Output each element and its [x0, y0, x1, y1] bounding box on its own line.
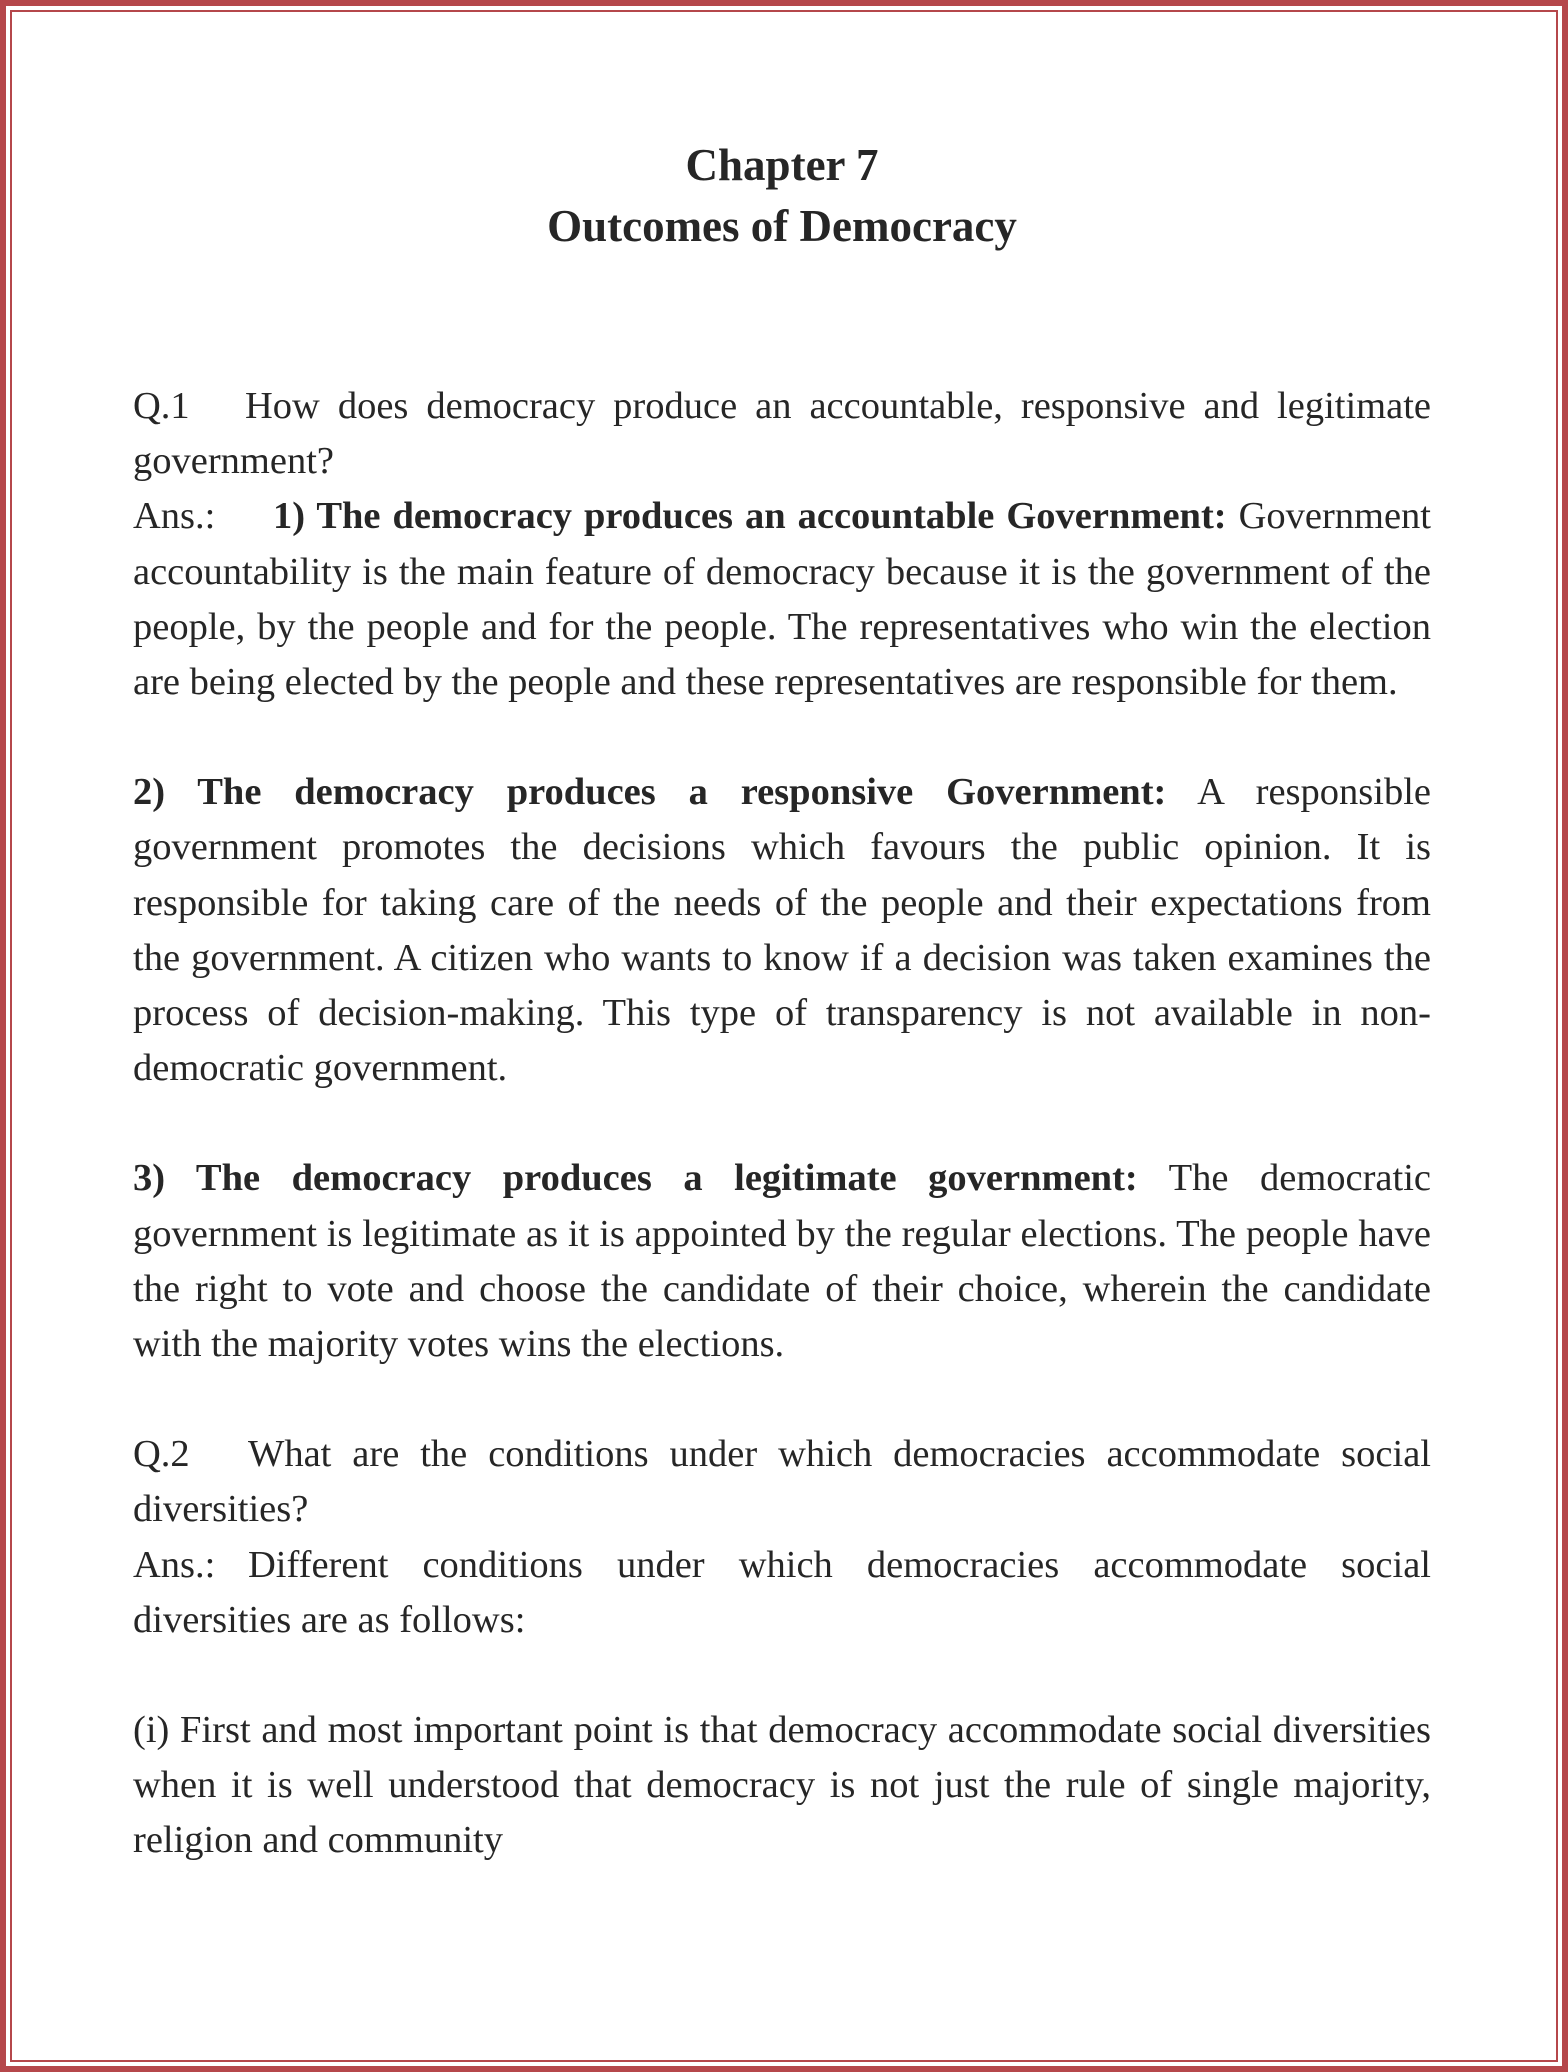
question-2-number: Q.2 [133, 1433, 190, 1476]
answer-1-point-1-body: Government accountability is the main feature of democracy because it is the government of the people, by the people and for the people. The representatives who win the election are being elected by the people and these representatives are responsible for them. [133, 495, 1432, 704]
answer-1-point-3-heading: 3) The democracy produces a legitimate government: [133, 1157, 1138, 1200]
question-2-text: What are the conditions under which democracies accommodate social diversities? [133, 1433, 1431, 1531]
answer-2-point-1: (i) First and most important point is that democracy accommodate social diversities when it is well understood that democracy is not just the rule of single majority, religion and community [133, 1709, 1431, 1862]
question-1-number: Q.1 [133, 385, 190, 427]
answer-1-point-2-heading: 2) The democracy produces a responsive Government: [133, 771, 1167, 814]
answer-1-point-3-body: The democratic government is legitimate as it is appointed by the regular elections. The people have the right to vote and choose the candidate of their choice, wherein the candidate with the majority votes wins the elections. [133, 1157, 1431, 1366]
answer-1-point-2-body: A responsible government promotes the decisions which favours the public opinion. It is responsible for taking care of the needs of the people and their expectations from the government. A citizen who wants to know if a decision was taken examines the process of decision-making. This type of transparency is not available in non-democratic government. [133, 771, 1431, 1090]
answer-2-intro [133, 1538, 1431, 1648]
answer-1-point-2 [133, 765, 1431, 1096]
question-1-text: How does democracy produce an accountable, responsive and legitimate government? [133, 385, 1431, 483]
spacer [133, 1372, 1431, 1427]
chapter-title: Outcomes of Democracy [547, 201, 1017, 251]
answer-2-intro-text: Different conditions under which democracies accommodate social diversities are as follows: [133, 1543, 1431, 1641]
spacer [133, 710, 1431, 765]
answer-1-point-1-heading: 1) The democracy produces an accountable Government: [273, 495, 1227, 538]
answer-1-label: Ans.: [133, 495, 216, 538]
answer-2-label: Ans.: [133, 1543, 216, 1586]
spacer [133, 1096, 1431, 1151]
question-1 [133, 379, 1431, 489]
chapter-number: Chapter 7 [685, 140, 879, 190]
spacer [133, 1648, 1431, 1703]
question-2 [133, 1427, 1431, 1537]
document-body [133, 379, 1431, 1869]
answer-1-point-3 [133, 1151, 1431, 1372]
answer-1-point-1 [133, 489, 1431, 710]
